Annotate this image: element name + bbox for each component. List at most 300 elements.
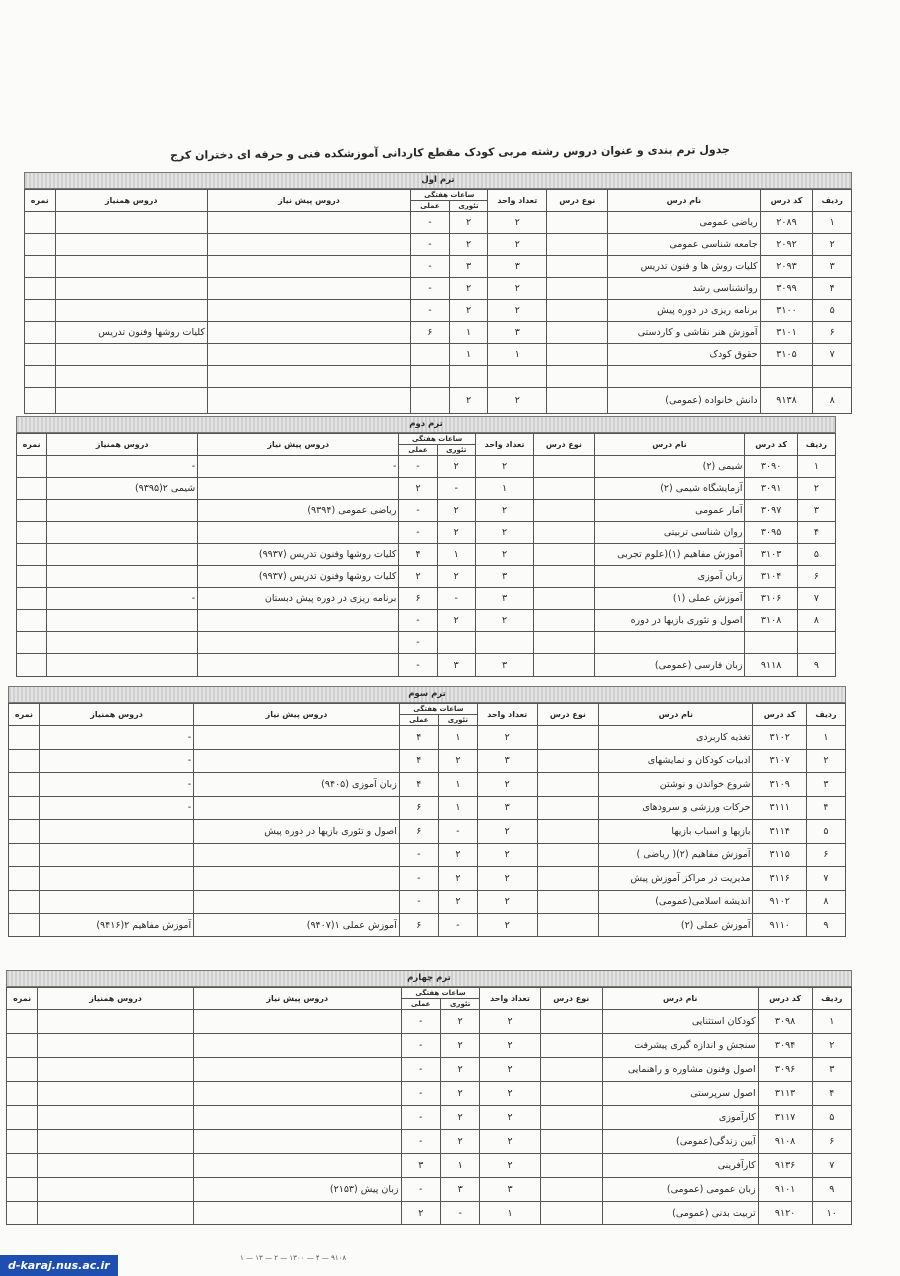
cell-theory: ۲ <box>440 1010 479 1034</box>
col-coreq: دروس همنیاز <box>55 190 207 212</box>
cell-units: ۲ <box>488 234 547 256</box>
table-row <box>9 890 846 914</box>
cell-grade <box>7 1034 38 1058</box>
cell-theory: ۱ <box>437 544 475 566</box>
cell-theory: ۲ <box>440 1034 479 1058</box>
cell-theory: ۲ <box>437 456 475 478</box>
cell-radif: ۹ <box>812 1178 851 1202</box>
cell-practical: - <box>399 456 437 478</box>
cell-coreq <box>55 212 207 234</box>
cell-radif: ۶ <box>806 843 845 867</box>
cell-radif: ۹ <box>797 654 835 677</box>
cell-grade <box>9 749 40 773</box>
cell-coreq: - <box>39 796 193 820</box>
table-row <box>9 914 846 937</box>
cell-radif: ۳ <box>797 500 835 522</box>
col-practical: عملی <box>401 999 440 1010</box>
cell-practical: - <box>401 1106 440 1130</box>
cell-prereq: زبان آموزی (۹۴۰۵) <box>194 773 400 797</box>
cell-units: ۲ <box>475 456 533 478</box>
cell-coreq: - <box>47 456 198 478</box>
cell-radif: ۲ <box>797 478 835 500</box>
col-theory: تئوری <box>437 445 475 456</box>
cell-code: ۹۱۰۲ <box>753 890 806 914</box>
cell-theory: ۱ <box>449 344 488 366</box>
cell-units: ۲ <box>488 300 547 322</box>
cell-coreq <box>39 867 193 891</box>
cell-practical: - <box>399 522 437 544</box>
cell-radif: ۲ <box>813 234 852 256</box>
cell-theory: ۲ <box>438 843 477 867</box>
cell-theory: ۲ <box>437 566 475 588</box>
cell-grade <box>25 388 56 414</box>
cell-grade <box>17 456 47 478</box>
cell-practical: - <box>411 278 450 300</box>
col-practical: عملی <box>399 445 437 456</box>
cell-radif: ۵ <box>813 300 852 322</box>
cell-name: زبان فارسی (عمومی) <box>594 654 745 677</box>
cell-grade <box>25 256 56 278</box>
cell-units <box>475 632 533 654</box>
cell-type <box>534 566 594 588</box>
cell-radif <box>813 366 852 388</box>
cell-code: ۹۱۰۸ <box>758 1130 812 1154</box>
cell-prereq <box>198 632 399 654</box>
cell-practical: - <box>399 610 437 632</box>
table-row <box>17 500 836 522</box>
table-row <box>17 522 836 544</box>
cell-coreq: شیمی ۲(۹۳۹۵) <box>47 478 198 500</box>
cell-coreq <box>47 654 198 677</box>
cell-name: زبان عمومی (عمومی) <box>602 1178 758 1202</box>
table-row <box>17 632 836 654</box>
cell-type <box>540 1010 602 1034</box>
cell-grade <box>25 366 56 388</box>
cell-name: آموزش عملی (۱) <box>594 588 745 610</box>
cell-code: ۳۱۰۱ <box>760 322 813 344</box>
cell-coreq <box>39 820 193 844</box>
cell-practical: ۲ <box>401 1202 440 1225</box>
table-row <box>25 322 852 344</box>
cell-practical: - <box>401 1034 440 1058</box>
cell-type <box>537 890 599 914</box>
cell-prereq: آموزش عملی ۱(۹۴۰۷) <box>194 914 400 937</box>
cell-grade <box>25 278 56 300</box>
cell-practical: ۶ <box>399 820 438 844</box>
cell-theory: ۲ <box>438 749 477 773</box>
cell-code: ۳۱۱۱ <box>753 796 806 820</box>
cell-type <box>534 478 594 500</box>
cell-name <box>608 366 760 388</box>
cell-practical <box>411 366 450 388</box>
table-row <box>25 366 852 388</box>
cell-prereq <box>194 796 400 820</box>
cell-grade <box>25 234 56 256</box>
cell-theory: ۲ <box>440 1082 479 1106</box>
cell-coreq: - <box>47 588 198 610</box>
cell-code: ۳۱۰۹ <box>753 773 806 797</box>
cell-type <box>534 500 594 522</box>
cell-radif <box>797 632 835 654</box>
col-practical: عملی <box>411 201 450 212</box>
cell-units: ۲ <box>477 914 537 937</box>
cell-prereq <box>193 1130 401 1154</box>
cell-radif: ۴ <box>806 796 845 820</box>
table-row <box>7 1010 852 1034</box>
cell-code: ۳۱۰۳ <box>745 544 797 566</box>
col-grade: نمره <box>9 704 40 726</box>
cell-units <box>488 366 547 388</box>
cell-type <box>540 1154 602 1178</box>
cell-prereq <box>194 890 400 914</box>
cell-code: ۹۱۱۸ <box>745 654 797 677</box>
col-prereq: دروس پیش نیاز <box>193 988 401 1010</box>
cell-code: ۳۱۰۰ <box>760 300 813 322</box>
cell-code: ۳۱۱۵ <box>753 843 806 867</box>
cell-units: ۲ <box>477 773 537 797</box>
cell-coreq <box>47 500 198 522</box>
cell-name: روانشناسی رشد <box>608 278 760 300</box>
cell-practical: ۴ <box>399 749 438 773</box>
col-units: تعداد واحد <box>480 988 540 1010</box>
cell-radif: ۵ <box>812 1106 851 1130</box>
cell-code: ۳۱۰۴ <box>745 566 797 588</box>
cell-units: ۲ <box>475 500 533 522</box>
col-theory: تئوری <box>440 999 479 1010</box>
col-practical: عملی <box>399 715 438 726</box>
cell-prereq: زبان پیش (۲۱۵۳) <box>193 1178 401 1202</box>
col-coreq: دروس همنیاز <box>47 434 198 456</box>
cell-grade <box>7 1130 38 1154</box>
table-row <box>17 456 836 478</box>
cell-radif: ۳ <box>806 773 845 797</box>
cell-name: بازیها و اسباب بازیها <box>599 820 753 844</box>
cell-name: آموزش مفاهیم (۲)( ریاضی ) <box>599 843 753 867</box>
cell-code: ۹۱۲۰ <box>758 1202 812 1225</box>
cell-coreq <box>47 566 198 588</box>
cell-radif: ۶ <box>797 566 835 588</box>
cell-coreq <box>38 1010 194 1034</box>
cell-prereq <box>194 726 400 750</box>
cell-prereq <box>194 867 400 891</box>
table-row <box>17 654 836 677</box>
cell-name: مدیریت در مراکز آموزش پیش <box>599 867 753 891</box>
cell-type <box>537 914 599 937</box>
cell-coreq <box>55 388 207 414</box>
cell-coreq <box>38 1082 194 1106</box>
footer-note: ۹۱۰۸ — ۴ — ۱۳۰۰ — ۲ — ۱۳ — ۱ <box>240 1254 347 1262</box>
cell-theory: ۱ <box>440 1154 479 1178</box>
cell-type <box>547 322 608 344</box>
cell-prereq <box>193 1082 401 1106</box>
cell-grade <box>17 544 47 566</box>
cell-code: ۳۰۹۰ <box>745 456 797 478</box>
cell-radif: ۱ <box>812 1010 851 1034</box>
cell-coreq: - <box>39 726 193 750</box>
cell-practical: - <box>399 632 437 654</box>
cell-grade <box>9 773 40 797</box>
cell-code <box>745 632 797 654</box>
cell-type <box>540 1178 602 1202</box>
cell-radif: ۵ <box>806 820 845 844</box>
cell-radif: ۱ <box>797 456 835 478</box>
cell-theory: ۲ <box>449 212 488 234</box>
cell-code: ۲۰۸۹ <box>760 212 813 234</box>
cell-units: ۳ <box>488 322 547 344</box>
cell-practical: - <box>401 1178 440 1202</box>
cell-type <box>540 1106 602 1130</box>
cell-type <box>540 1130 602 1154</box>
cell-theory: ۲ <box>438 867 477 891</box>
footer-url[interactable]: d-karaj.nus.ac.ir <box>0 1255 118 1276</box>
cell-code: ۲۰۹۲ <box>760 234 813 256</box>
cell-practical: ۲ <box>399 566 437 588</box>
cell-name: آمار عمومی <box>594 500 745 522</box>
cell-grade <box>17 610 47 632</box>
cell-practical: ۶ <box>399 796 438 820</box>
cell-radif: ۷ <box>813 344 852 366</box>
cell-theory: - <box>438 820 477 844</box>
cell-grade <box>17 478 47 500</box>
table-row <box>9 843 846 867</box>
cell-coreq <box>39 843 193 867</box>
col-code: کد درس <box>753 704 806 726</box>
cell-name: اندیشه اسلامی(عمومی) <box>599 890 753 914</box>
table-row <box>7 1178 852 1202</box>
cell-theory: ۱ <box>438 796 477 820</box>
cell-name: سنجش و اندازه گیری پیشرفت <box>602 1034 758 1058</box>
term-header: ترم اول <box>24 172 852 189</box>
cell-name: کلیات روش ها و فنون تدریس <box>608 256 760 278</box>
cell-radif: ۷ <box>797 588 835 610</box>
cell-grade <box>25 344 56 366</box>
cell-code: ۳۰۹۵ <box>745 522 797 544</box>
cell-theory: ۲ <box>437 522 475 544</box>
cell-units: ۱ <box>480 1202 540 1225</box>
cell-theory: ۱ <box>438 773 477 797</box>
cell-theory: ۲ <box>440 1130 479 1154</box>
cell-practical: - <box>399 654 437 677</box>
col-units: تعداد واحد <box>488 190 547 212</box>
col-code: کد درس <box>745 434 797 456</box>
col-prereq: دروس پیش نیاز <box>194 704 400 726</box>
col-type: نوع درس <box>534 434 594 456</box>
cell-grade <box>17 566 47 588</box>
cell-coreq <box>38 1202 194 1225</box>
cell-units: ۲ <box>480 1010 540 1034</box>
cell-theory: ۱ <box>438 726 477 750</box>
table-row <box>17 610 836 632</box>
cell-code: ۳۱۰۷ <box>753 749 806 773</box>
cell-prereq: اصول و تئوری بازیها در دوره پیش <box>194 820 400 844</box>
cell-code: ۳۰۹۴ <box>758 1034 812 1058</box>
table-row <box>25 234 852 256</box>
cell-grade <box>7 1178 38 1202</box>
cell-prereq <box>193 1010 401 1034</box>
cell-type <box>537 773 599 797</box>
cell-prereq <box>193 1106 401 1130</box>
cell-prereq: برنامه ریزی در دوره پیش دبستان <box>198 588 399 610</box>
cell-practical: ۳ <box>401 1154 440 1178</box>
cell-radif: ۲ <box>806 749 845 773</box>
cell-name: جامعه شناسی عمومی <box>608 234 760 256</box>
cell-type <box>537 820 599 844</box>
cell-coreq <box>38 1178 194 1202</box>
cell-radif: ۲ <box>812 1034 851 1058</box>
table-row <box>7 1202 852 1225</box>
cell-units: ۲ <box>477 726 537 750</box>
cell-grade <box>9 890 40 914</box>
cell-grade <box>17 522 47 544</box>
table-row <box>25 388 852 414</box>
cell-grade <box>9 726 40 750</box>
cell-units: ۲ <box>477 890 537 914</box>
cell-practical <box>411 344 450 366</box>
table-row <box>9 726 846 750</box>
cell-units: ۲ <box>480 1034 540 1058</box>
term-table-3 <box>8 703 846 937</box>
cell-practical: - <box>399 843 438 867</box>
cell-name: شروع خواندن و نوشتن <box>599 773 753 797</box>
cell-name: آزمایشگاه شیمی (۲) <box>594 478 745 500</box>
cell-code: ۳۱۰۵ <box>760 344 813 366</box>
col-name: نام درس <box>599 704 753 726</box>
cell-type <box>547 234 608 256</box>
table-row <box>7 1034 852 1058</box>
col-theory: تئوری <box>449 201 488 212</box>
cell-type <box>537 749 599 773</box>
col-hours: ساعات هفتگی <box>399 704 477 715</box>
col-type: نوع درس <box>540 988 602 1010</box>
cell-units: ۲ <box>477 820 537 844</box>
cell-name: آموزش هنر نقاشی و کاردستی <box>608 322 760 344</box>
cell-name: کودکان استثنایی <box>602 1010 758 1034</box>
cell-grade <box>7 1106 38 1130</box>
cell-code: ۳۰۹۶ <box>758 1058 812 1082</box>
cell-theory: ۳ <box>440 1178 479 1202</box>
col-hours: ساعات هفتگی <box>399 434 475 445</box>
col-units: تعداد واحد <box>475 434 533 456</box>
table-row <box>7 1058 852 1082</box>
table-row <box>7 1106 852 1130</box>
cell-type <box>537 867 599 891</box>
cell-practical: - <box>399 500 437 522</box>
cell-radif: ۳ <box>813 256 852 278</box>
cell-prereq <box>193 1202 401 1225</box>
cell-units: ۳ <box>477 796 537 820</box>
cell-type <box>534 588 594 610</box>
cell-type <box>547 300 608 322</box>
cell-coreq <box>55 278 207 300</box>
cell-coreq <box>55 234 207 256</box>
cell-name: اصول وفنون مشاوره و راهنمایی <box>602 1058 758 1082</box>
table-row <box>17 566 836 588</box>
cell-grade <box>25 322 56 344</box>
cell-coreq <box>47 544 198 566</box>
cell-coreq <box>55 300 207 322</box>
cell-name: تربیت بدنی (عمومی) <box>602 1202 758 1225</box>
col-units: تعداد واحد <box>477 704 537 726</box>
cell-grade <box>7 1154 38 1178</box>
cell-theory: - <box>440 1202 479 1225</box>
cell-grade <box>17 500 47 522</box>
cell-name: کارآموزی <box>602 1106 758 1130</box>
col-name: نام درس <box>594 434 745 456</box>
table-row <box>17 478 836 500</box>
cell-prereq <box>207 212 410 234</box>
cell-type <box>534 632 594 654</box>
table-row <box>25 300 852 322</box>
cell-radif: ۵ <box>797 544 835 566</box>
cell-radif: ۷ <box>806 867 845 891</box>
cell-prereq <box>193 1058 401 1082</box>
cell-type <box>534 522 594 544</box>
cell-units: ۳ <box>475 588 533 610</box>
table-row <box>25 278 852 300</box>
cell-coreq <box>55 256 207 278</box>
cell-coreq <box>47 610 198 632</box>
cell-prereq: - <box>198 456 399 478</box>
cell-radif: ۶ <box>813 322 852 344</box>
cell-practical: ۶ <box>399 588 437 610</box>
table-row <box>25 212 852 234</box>
cell-practical: - <box>411 300 450 322</box>
cell-units: ۲ <box>477 843 537 867</box>
cell-theory: ۲ <box>437 610 475 632</box>
table-row <box>17 588 836 610</box>
cell-units: ۱ <box>488 344 547 366</box>
cell-coreq <box>55 366 207 388</box>
cell-coreq: کلیات روشها وفنون تدریس <box>55 322 207 344</box>
cell-radif: ۱ <box>813 212 852 234</box>
cell-practical <box>411 388 450 414</box>
cell-coreq <box>38 1106 194 1130</box>
cell-name: برنامه ریزی در دوره پیش <box>608 300 760 322</box>
cell-code: ۹۱۳۸ <box>760 388 813 414</box>
cell-grade <box>17 654 47 677</box>
col-grade: نمره <box>17 434 47 456</box>
cell-theory: - <box>437 478 475 500</box>
col-type: نوع درس <box>537 704 599 726</box>
col-prereq: دروس پیش نیاز <box>198 434 399 456</box>
col-grade: نمره <box>25 190 56 212</box>
cell-grade <box>9 867 40 891</box>
cell-coreq <box>47 632 198 654</box>
cell-code: ۹۱۱۰ <box>753 914 806 937</box>
cell-units: ۳ <box>477 749 537 773</box>
cell-code: ۳۱۰۶ <box>745 588 797 610</box>
cell-name: اصول سرپرستی <box>602 1082 758 1106</box>
cell-units: ۲ <box>475 522 533 544</box>
cell-name: آموزش مفاهیم (۱)(علوم تجربی <box>594 544 745 566</box>
cell-prereq <box>207 256 410 278</box>
col-type: نوع درس <box>547 190 608 212</box>
table-row <box>7 1082 852 1106</box>
cell-coreq <box>39 890 193 914</box>
cell-units: ۲ <box>480 1058 540 1082</box>
cell-units: ۳ <box>488 256 547 278</box>
cell-code: ۳۱۱۴ <box>753 820 806 844</box>
cell-coreq <box>38 1034 194 1058</box>
cell-practical: ۴ <box>399 726 438 750</box>
cell-practical: - <box>399 867 438 891</box>
cell-prereq <box>193 1034 401 1058</box>
cell-code: ۳۰۹۸ <box>758 1010 812 1034</box>
cell-theory: ۲ <box>438 890 477 914</box>
cell-theory <box>449 366 488 388</box>
cell-prereq <box>198 610 399 632</box>
col-radif: ردیف <box>813 190 852 212</box>
